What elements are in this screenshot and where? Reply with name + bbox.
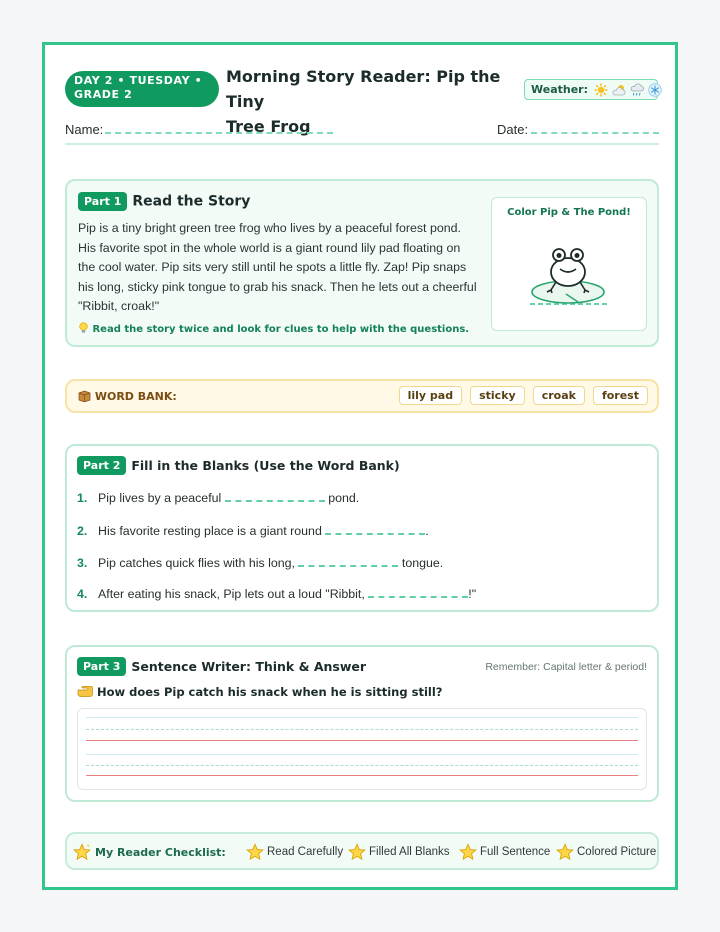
reader-checklist xyxy=(65,832,659,870)
answer-blank[interactable] xyxy=(298,553,398,567)
box-icon xyxy=(78,390,91,403)
page-title-line2: Tree Frog xyxy=(226,117,311,136)
name-field[interactable] xyxy=(105,132,333,134)
coloring-box[interactable] xyxy=(491,197,647,331)
question-number: 2. xyxy=(77,524,88,538)
checklist-item-full-sentence[interactable] xyxy=(459,843,550,861)
checklist-item-label: Colored Picture xyxy=(577,846,657,858)
page-title-line1: Morning Story Reader: Pip the Tiny xyxy=(226,67,501,111)
frog-on-lily-pad-drawing xyxy=(526,242,616,312)
question-number: 4. xyxy=(77,587,88,601)
question-text: His favorite resting place is a giant round xyxy=(98,524,322,538)
snowflake-icon[interactable] xyxy=(648,83,662,97)
word-bank-words xyxy=(399,386,648,405)
writing-line-base xyxy=(86,740,638,741)
checklist-item-label: Read Carefully xyxy=(267,846,344,858)
pointing-hand-icon xyxy=(77,685,93,699)
part3-title: Sentence Writer: Think & Answer xyxy=(131,659,367,674)
cloud-sun-icon[interactable] xyxy=(612,83,626,97)
writing-line-top xyxy=(86,717,638,718)
part3-sentence-writer xyxy=(65,645,659,802)
question-text: Pip catches quick flies with his long, xyxy=(98,556,295,570)
star-icon xyxy=(348,843,366,861)
weather-selector xyxy=(524,79,658,100)
checklist-item-colored-picture[interactable] xyxy=(556,843,656,861)
checklist-item-filled-all-blanks[interactable] xyxy=(348,843,450,861)
sparkle-star-icon xyxy=(73,843,91,866)
writing-line-dashed xyxy=(86,765,638,766)
writing-line-base xyxy=(86,775,638,776)
writing-prompt-text: How does Pip catch his snack when he is sitting still? xyxy=(97,685,443,699)
badge-grade: GRADE 2 xyxy=(74,88,133,101)
star-icon xyxy=(556,843,574,861)
question-text-after: . xyxy=(425,524,429,538)
word-chip-sticky[interactable]: sticky xyxy=(470,386,525,405)
part2-title: Fill in the Blanks (Use the Word Bank) xyxy=(131,458,400,473)
writing-area[interactable] xyxy=(77,708,647,790)
word-bank xyxy=(65,379,659,413)
answer-blank[interactable] xyxy=(325,521,425,535)
answer-blank[interactable] xyxy=(225,488,325,502)
part1-title: Read the Story xyxy=(132,193,251,210)
story-tip-text: Read the story twice and look for clues to help with the questions. xyxy=(92,324,470,335)
question-text-after: !" xyxy=(468,587,477,601)
answer-blank[interactable] xyxy=(368,584,468,598)
star-icon xyxy=(459,843,477,861)
question-text: Pip lives by a peaceful xyxy=(98,491,222,505)
part2-pill: Part 2 xyxy=(77,456,126,475)
part1-read-story xyxy=(65,179,659,347)
writing-line-dashed xyxy=(86,729,638,730)
badge-day: DAY 2 • TUESDAY • xyxy=(74,74,203,87)
part1-pill: Part 1 xyxy=(78,192,127,211)
story-tip xyxy=(78,322,469,335)
rain-cloud-icon[interactable] xyxy=(630,83,644,97)
question-text-after: tongue. xyxy=(401,556,444,570)
part2-fill-blanks xyxy=(65,444,659,612)
question-2 xyxy=(77,521,429,538)
sun-icon[interactable] xyxy=(594,83,608,97)
checklist-item-label: Filled All Blanks xyxy=(369,846,450,858)
word-chip-croak[interactable]: croak xyxy=(533,386,585,405)
word-bank-label: WORD BANK: xyxy=(94,390,177,403)
question-4 xyxy=(77,584,476,601)
checklist-label: My Reader Checklist: xyxy=(95,846,226,859)
star-icon xyxy=(246,843,264,861)
question-text: After eating his snack, Pip lets out a loud "Ribbit, xyxy=(98,587,365,601)
name-label: Name: xyxy=(65,122,104,137)
worksheet xyxy=(42,42,678,890)
name-date-row xyxy=(65,119,659,145)
word-chip-forest[interactable]: forest xyxy=(593,386,648,405)
question-3 xyxy=(77,553,443,570)
part3-pill: Part 3 xyxy=(77,657,126,676)
story-text: Pip is a tiny bright green tree frog who lives by a peaceful forest pond. His favorite spot in the whole world is a giant round lily pad floating on the cool water. Pip sits very still until he spots a little fly. Zap! Pip snaps his long, sticky pink tongue to grab his snack. Then he lets out a cheerful "Ribbit, croak!" xyxy=(78,221,477,313)
question-1 xyxy=(77,488,359,505)
writing-prompt xyxy=(77,685,442,699)
lightbulb-icon xyxy=(78,324,89,335)
checklist-item-read-carefully[interactable] xyxy=(246,843,343,861)
coloring-caption: Color Pip & The Pond! xyxy=(507,207,631,218)
writing-line-top xyxy=(86,754,638,755)
question-text-after: pond. xyxy=(328,491,360,505)
question-number: 3. xyxy=(77,556,88,570)
word-bank-label-wrap xyxy=(78,390,177,403)
remember-note: Remember: Capital letter & period! xyxy=(485,661,647,673)
question-number: 1. xyxy=(77,491,88,505)
day-grade-badge xyxy=(65,71,219,107)
date-field[interactable] xyxy=(531,132,659,134)
word-chip-lily-pad[interactable]: lily pad xyxy=(399,386,462,405)
checklist-item-label: Full Sentence xyxy=(480,846,551,858)
date-label: Date: xyxy=(497,122,529,137)
weather-label: Weather: xyxy=(531,83,588,96)
